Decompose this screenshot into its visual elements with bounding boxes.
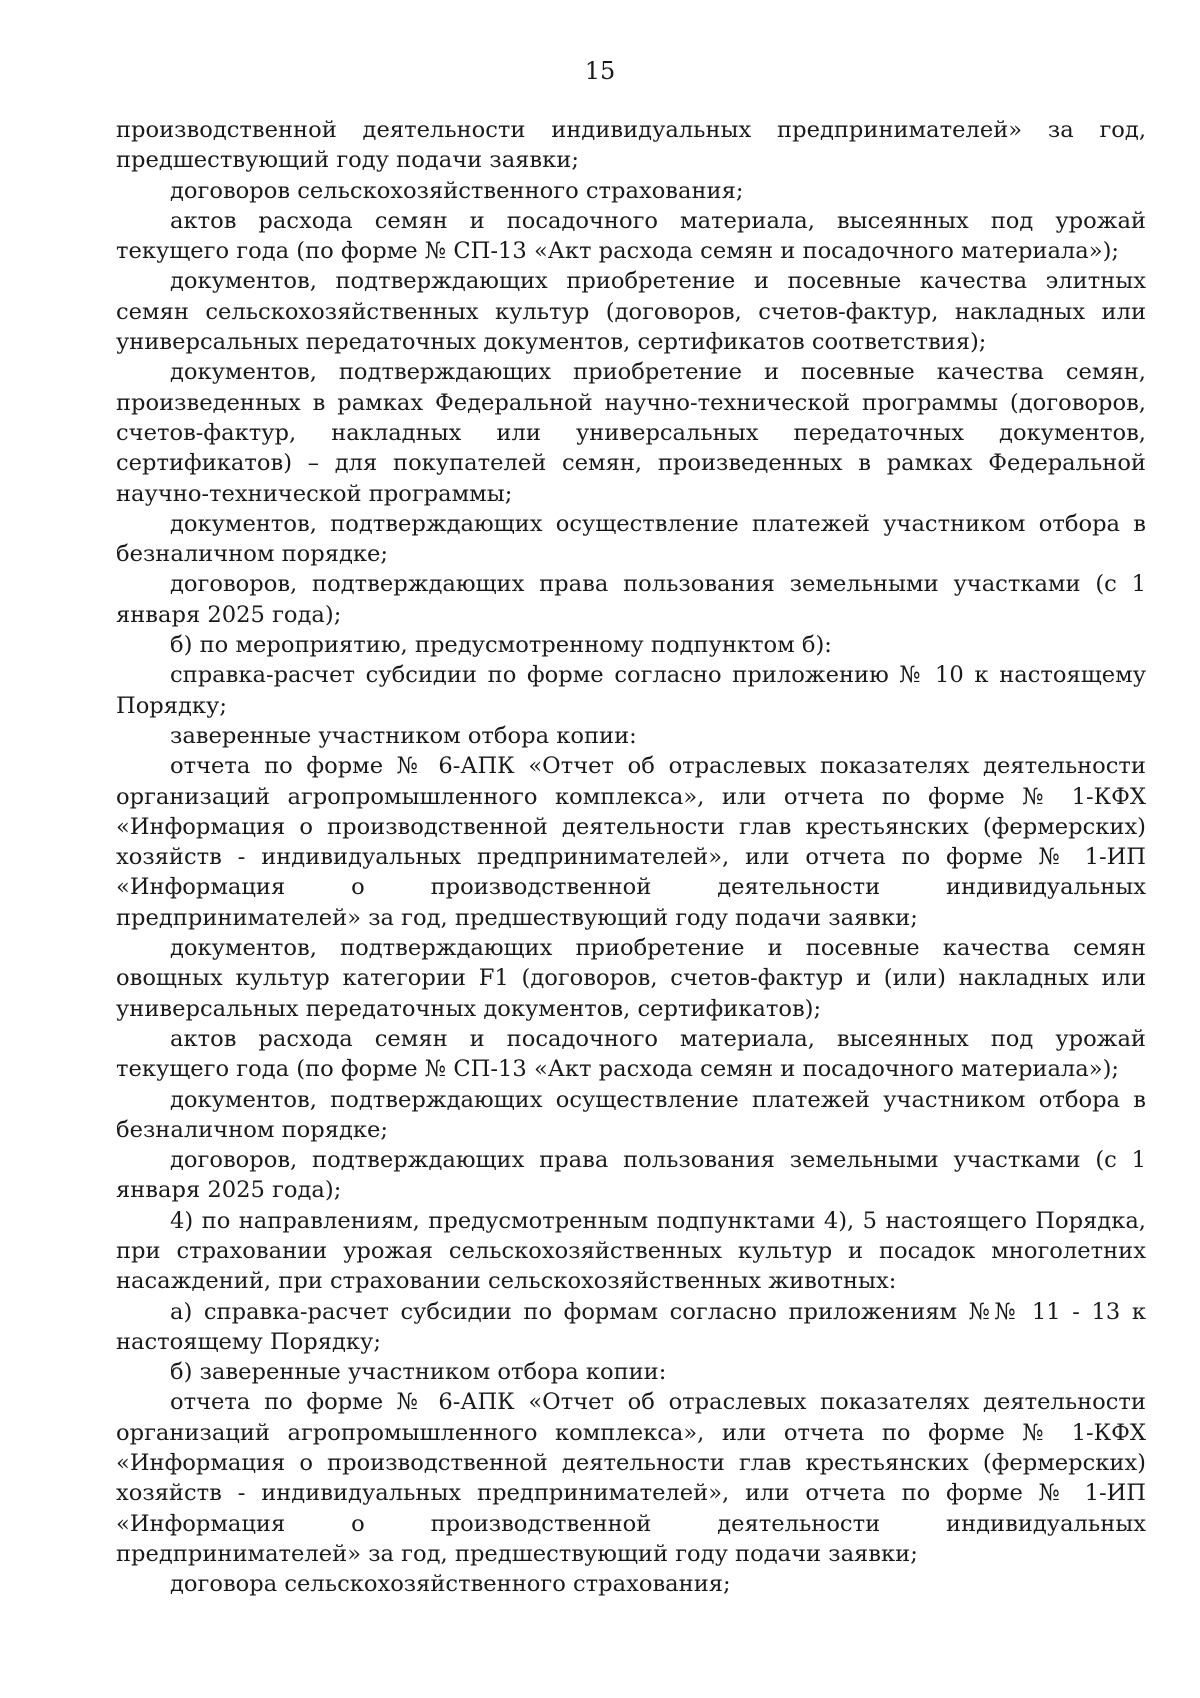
paragraph: актов расхода семян и посадочного материала, высеянных под урожай текущего года (по форме № СП-13 «Акт расхода семян и посадочного материала»); [116, 207, 1146, 265]
paragraph: договоров, подтверждающих права пользования земельными участками (с 1 января 2025 года); [116, 1147, 1146, 1204]
paragraph: производственной деятельности индивидуальных предпринимателей» за год, предшествующий году подачи заявки; [116, 117, 1146, 174]
paragraph: договора сельскохозяйственного страхования; [170, 1571, 731, 1598]
page-number: 15 [584, 57, 616, 85]
paragraph: документов, подтверждающих приобретение и посевные качества элитных семян сельскохозяйственных культур (договоров, счетов-фактур, накладных или универсальных передаточных документов, сертификатов соответствия); [116, 268, 1146, 356]
paragraph: договоров, подтверждающих права пользования земельными участками (с 1 января 2025 года); [116, 571, 1146, 628]
paragraph: отчета по форме № 6-АПК «Отчет об отраслевых показателях деятельности организаций агропромышленного комплекса», или отчета по форме № 1-КФХ «Информация о производственной деятельности глав крестьянских (фермерских) хозяйств - индивидуальных предпринимателей», или отчета по форме № 1-ИП «Информация о производственной деятельности индивидуальных предпринимателей» за год, предшествующий году подачи заявки; [116, 753, 1146, 931]
paragraph: б) по мероприятию, предусмотренному подпунктом б): [170, 632, 832, 659]
document-body [116, 115, 1146, 1600]
paragraph: актов расхода семян и посадочного материала, высеянных под урожай текущего года (по форме № СП-13 «Акт расхода семян и посадочного материала»); [116, 1025, 1146, 1083]
paragraph: заверенные участником отбора копии: [170, 722, 637, 749]
paragraph: отчета по форме № 6-АПК «Отчет об отраслевых показателях деятельности организаций агропромышленного комплекса», или отчета по форме № 1-КФХ «Информация о производственной деятельности глав крестьянских (фермерских) хозяйств - индивидуальных предпринимателей», или отчета по форме № 1-ИП «Информация о производственной деятельности индивидуальных предпринимателей» за год, предшествующий году подачи заявки; [116, 1389, 1146, 1567]
paragraph: документов, подтверждающих осуществление платежей участником отбора в безналичном порядке; [116, 510, 1146, 568]
paragraph: договоров сельскохозяйственного страхования; [170, 177, 744, 204]
paragraph: документов, подтверждающих приобретение и посевные качества семян овощных культур категории F1 (договоров, счетов-фактур и (или) накладных или универсальных передаточных документов, сертификатов); [116, 935, 1146, 1022]
paragraph: справка-расчет субсидии по форме согласно приложению № 10 к настоящему Порядку; [116, 662, 1146, 719]
paragraph: б) заверенные участником отбора копии: [170, 1359, 667, 1386]
paragraph: документов, подтверждающих осуществление платежей участником отбора в безналичном порядке; [116, 1086, 1146, 1143]
paragraph: а) справка-расчет субсидии по формам согласно приложениям №№ 11 - 13 к настоящему Порядку; [116, 1298, 1146, 1355]
paragraph: документов, подтверждающих приобретение и посевные качества семян, произведенных в рамках Федеральной научно-технической программы (договоров, счетов-фактур, накладных или универсальных передаточных документов, сертификатов) – для покупателей семян, произведенных в рамках Федеральной научно-технической программы; [116, 359, 1146, 507]
paragraph: 4) по направлениям, предусмотренным подпунктами 4), 5 настоящего Порядка, при страховании урожая сельскохозяйственных культур и посадок многолетних насаждений, при страховании сельскохозяйственных животных: [116, 1207, 1146, 1295]
